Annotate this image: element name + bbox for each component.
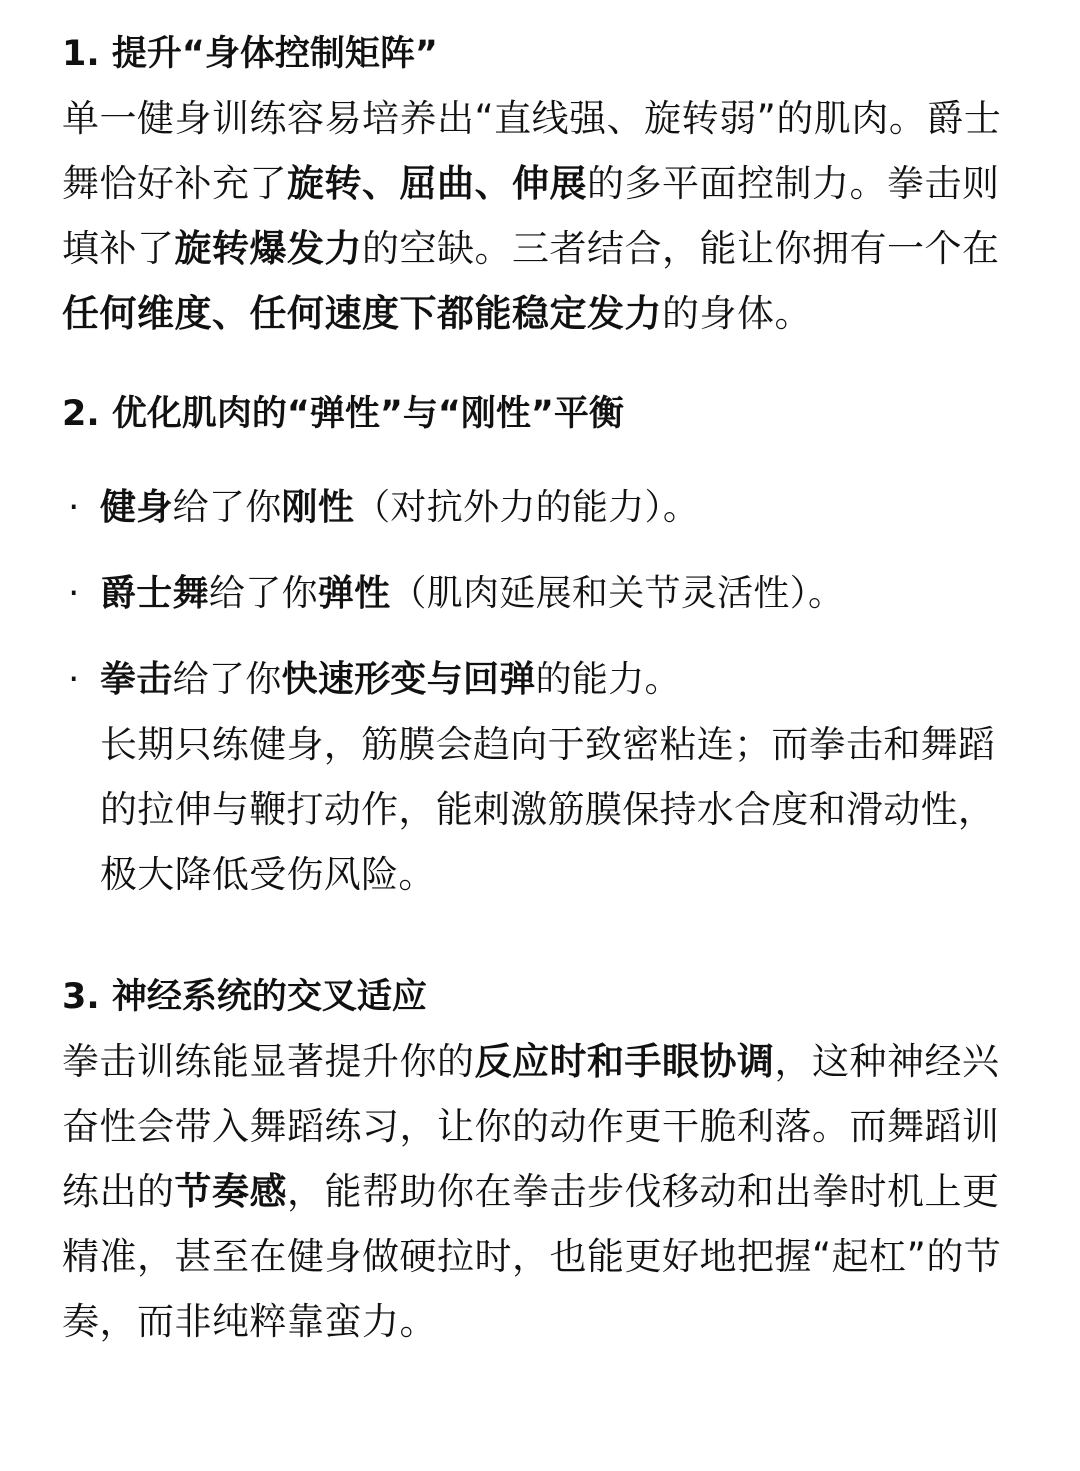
emphasis-text: 旋转爆发力 [174, 227, 362, 270]
body-text: 的身体。 [662, 292, 812, 335]
emphasis-text: 反应时和手眼协调 [474, 1040, 775, 1083]
body-text: 的多平面控制力。拳击则填补了 [62, 162, 1000, 270]
bullet-strong-2: 刚性 [281, 487, 355, 528]
bullet-strong: 健身 [100, 487, 173, 528]
body-text: ，这种神经兴奋性会带入舞蹈练习，让你的动作更干脆利落。而舞蹈训练出的 [62, 1040, 1000, 1213]
bullet-rest: 的能力。 [535, 659, 681, 700]
emphasis-text: 节奏感 [174, 1170, 287, 1213]
section-3-heading: 3. 神经系统的交叉适应 [62, 977, 427, 1017]
bullet-text: 给了你 [208, 573, 318, 614]
emphasis-text: 旋转、屈曲、伸展 [287, 162, 587, 205]
list-item [62, 562, 1020, 626]
section-2-heading: 2. 优化肌肉的“弹性”与“刚性”平衡 [62, 394, 624, 434]
section-2-bullet-list [62, 476, 1020, 907]
list-item [62, 476, 1020, 540]
bullet-strong-2: 快速形变与回弹 [281, 659, 536, 700]
body-text: 的空缺。三者结合，能让你拥有一个在 [362, 227, 1000, 270]
bullet-icon: · [68, 659, 80, 700]
bullet-strong: 拳击 [100, 659, 173, 700]
bullet-strong-2: 弹性 [317, 573, 391, 614]
bullet-text: 给了你 [172, 487, 282, 528]
bullet-rest: （对抗外力的能力）。 [354, 487, 700, 528]
body-text: 拳击训练能显著提升你的 [62, 1040, 475, 1083]
section-3-paragraph [62, 1029, 1020, 1354]
section-1-paragraph [62, 86, 1020, 346]
bullet-icon: · [68, 573, 80, 614]
bullet-rest: （肌肉延展和关节灵活性）。 [390, 573, 845, 614]
body-text: 单一健身训练容易培养出“直线强、旋转弱”的肌肉。爵士舞恰好补充了 [62, 97, 1002, 205]
list-item [62, 648, 1020, 907]
bullet-icon: · [68, 487, 80, 528]
section-1-heading: 1. 提升“身体控制矩阵” [62, 34, 438, 74]
bullet-text: 给了你 [172, 659, 282, 700]
body-text: ，能帮助你在拳击步伐移动和出拳时机上更精准，甚至在健身做硬拉时，也能更好地把握“起杠”的节奏，而非纯粹靠蛮力。 [62, 1170, 1002, 1343]
bullet-explanation: 长期只练健身，筋膜会趋向于致密粘连；而拳击和舞蹈的拉伸与鞭打动作，能刺激筋膜保持水合度和滑动性，极大降低受伤风险。 [100, 723, 996, 896]
bullet-strong: 爵士舞 [100, 573, 209, 614]
emphasis-text: 任何维度、任何速度下都能稳定发力 [62, 292, 662, 335]
